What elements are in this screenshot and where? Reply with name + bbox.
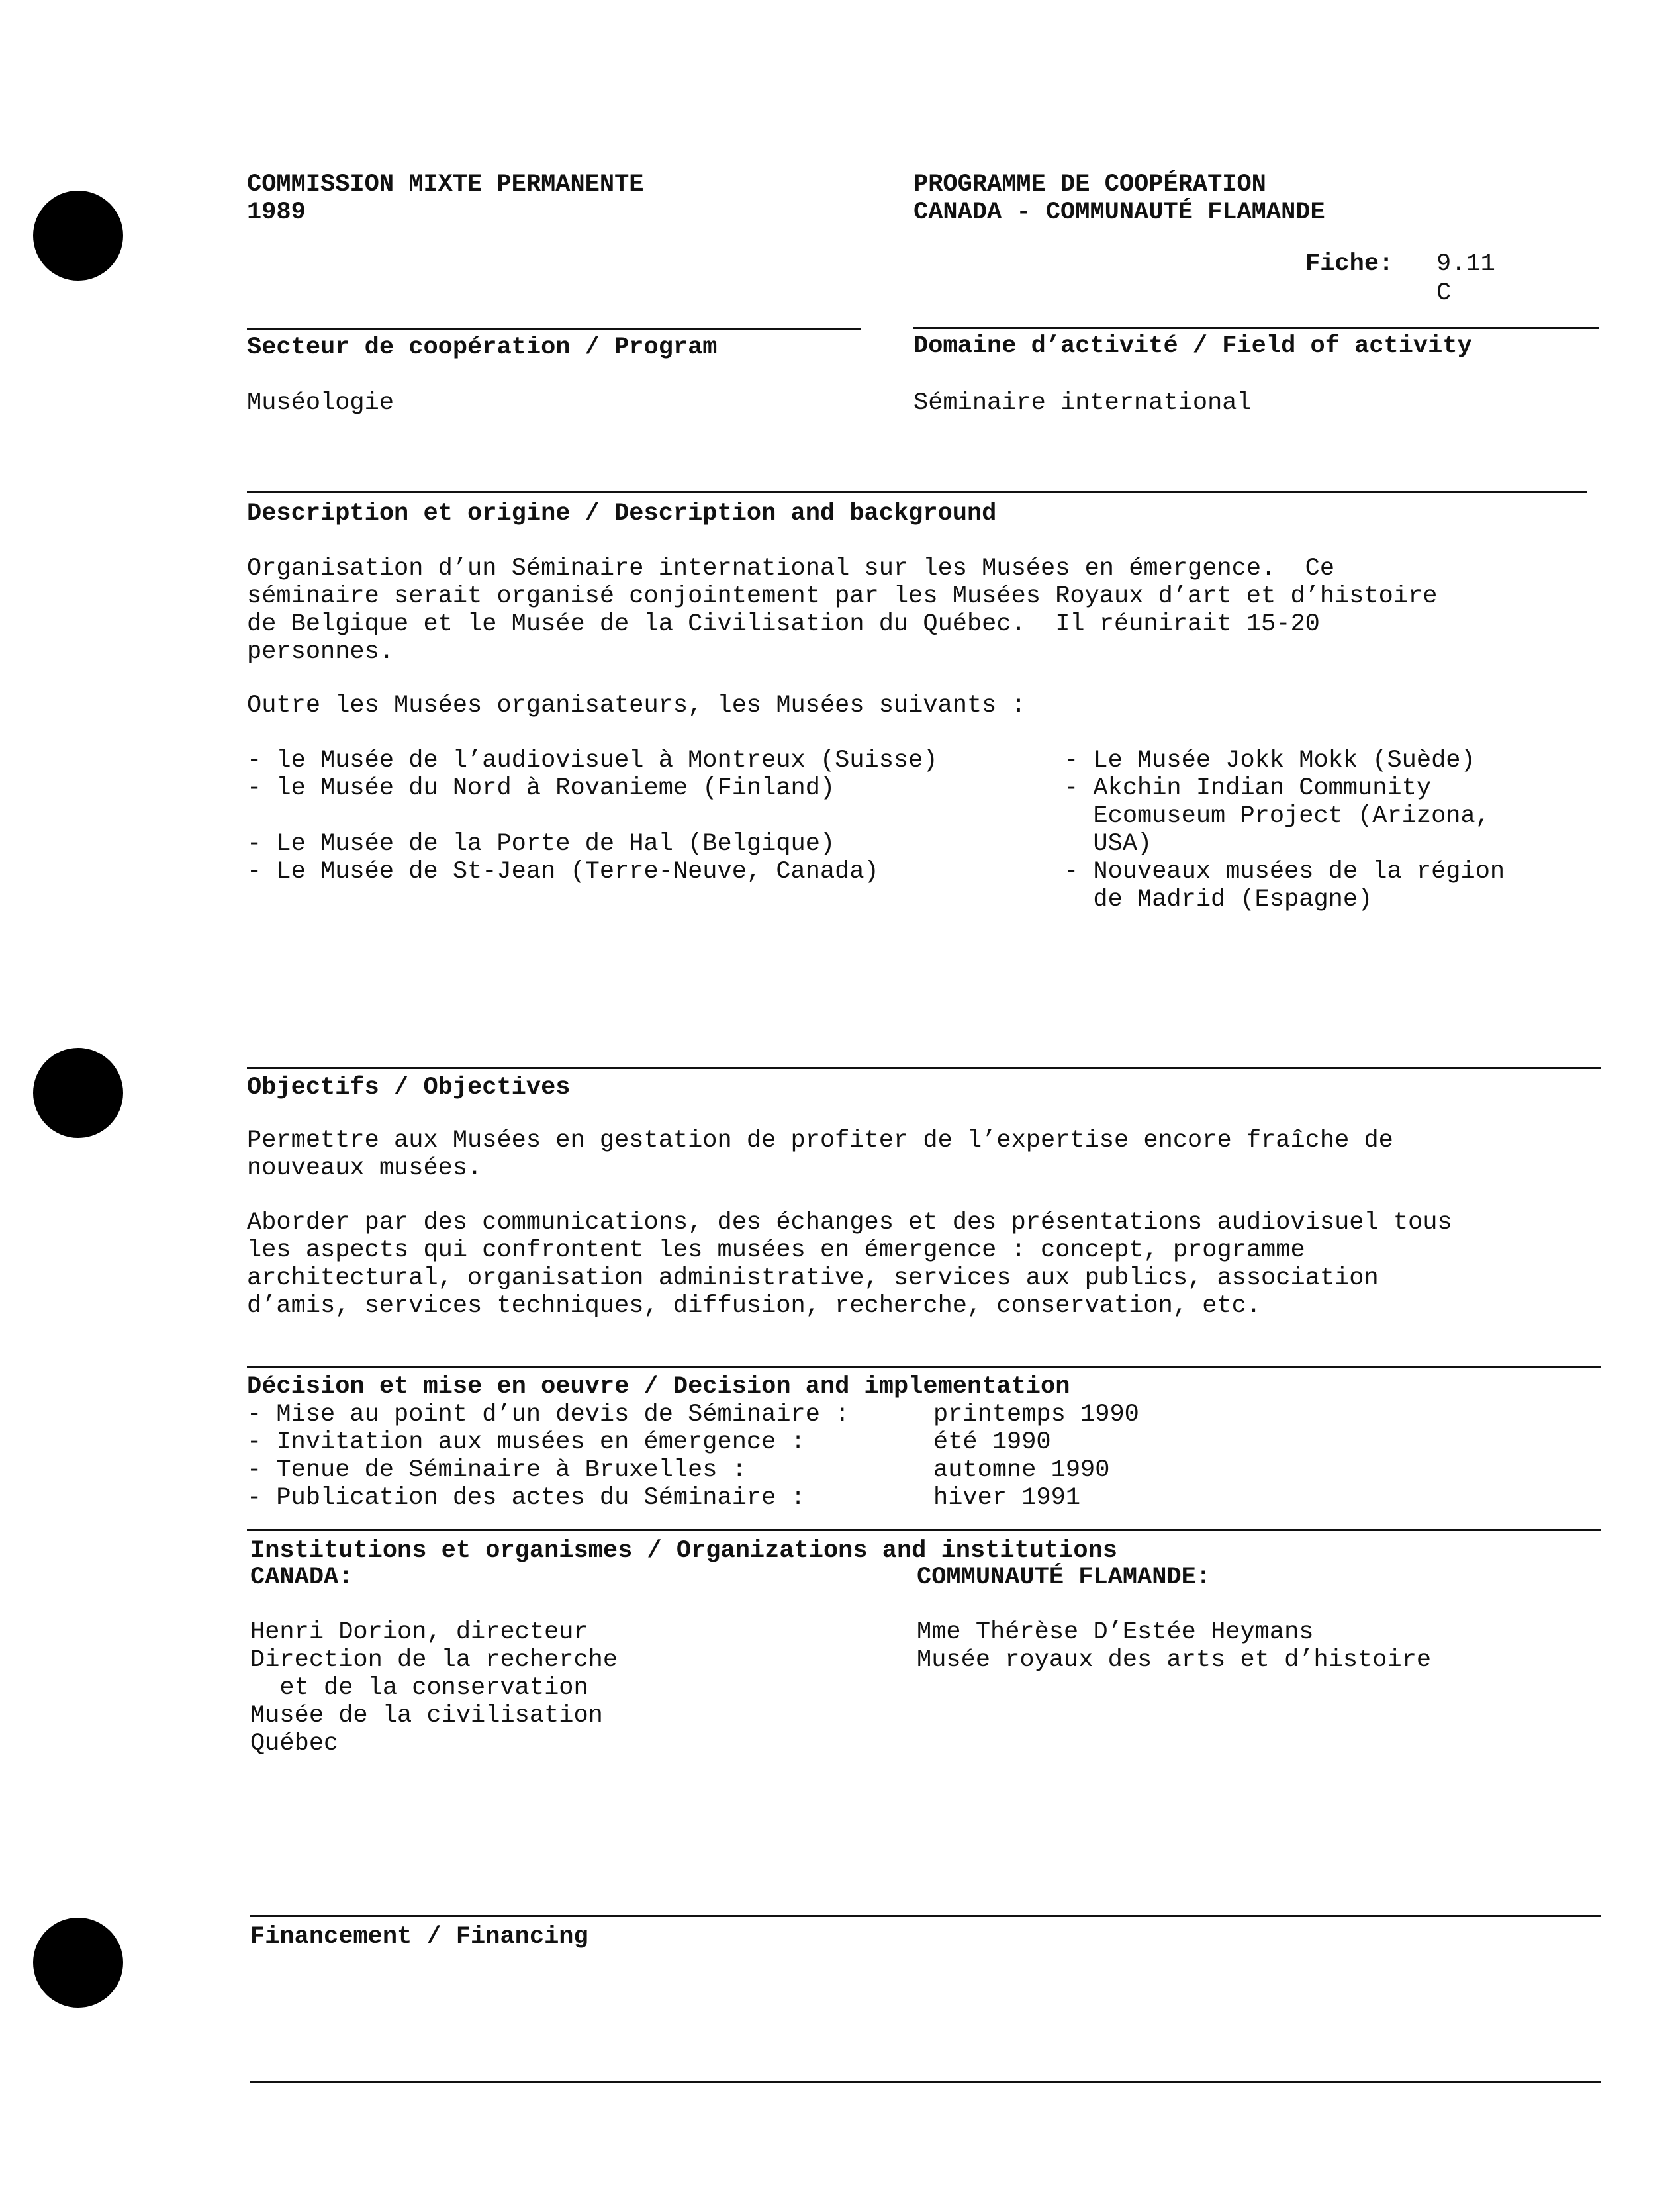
- decision-date: hiver 1991: [933, 1484, 1081, 1512]
- decision-task: - Invitation aux musées en émergence :: [247, 1428, 806, 1456]
- decision-task: - Mise au point d’un devis de Séminaire :: [247, 1401, 850, 1428]
- financing-rule: [250, 1915, 1601, 1917]
- punch-hole-middle: [33, 1048, 123, 1138]
- contact-line: Musée royaux des arts et d’histoire: [917, 1646, 1432, 1674]
- text-line: d’amis, services techniques, diffusion, recherche, conservation, etc.: [247, 1292, 1262, 1320]
- domain-heading: Domaine d’activité / Field of activity: [913, 332, 1472, 360]
- domain-value: Séminaire international: [913, 389, 1252, 417]
- domain-rule: [913, 327, 1599, 329]
- list-item: USA): [1064, 830, 1152, 858]
- institutions-rule: [247, 1529, 1601, 1531]
- fiche-number: 9.11: [1436, 250, 1495, 278]
- contact-line: Henri Dorion, directeur: [250, 1618, 588, 1646]
- list-item: Ecomuseum Project (Arizona,: [1064, 802, 1490, 830]
- text-line: Permettre aux Musées en gestation de profiter de l’expertise encore fraîche de: [247, 1127, 1393, 1154]
- header-year: 1989: [247, 199, 306, 226]
- text-line: séminaire serait organisé conjointement par les Musées Royaux d’art et d’histoire: [247, 583, 1438, 610]
- objectives-rule: [247, 1067, 1601, 1069]
- objectives-heading: Objectifs / Objectives: [247, 1074, 571, 1101]
- list-item: - Nouveaux musées de la région: [1064, 858, 1505, 886]
- text-line: nouveaux musées.: [247, 1154, 483, 1182]
- canada-label: CANADA:: [250, 1564, 353, 1591]
- description-rule: [247, 491, 1587, 493]
- fiche-label: Fiche:: [1305, 250, 1394, 278]
- text-line: les aspects qui confrontent les musées en émergence : concept, programme: [247, 1237, 1305, 1264]
- list-item: - le Musée de l’audiovisuel à Montreux (Suisse): [247, 747, 938, 774]
- flemish-contact: [917, 1618, 1431, 1674]
- decision-date: automne 1990: [933, 1456, 1110, 1484]
- financing-heading: Financement / Financing: [250, 1923, 588, 1951]
- decision-task: - Publication des actes du Séminaire :: [247, 1484, 806, 1512]
- list-item: - Le Musée de la Porte de Hal (Belgique): [247, 830, 835, 858]
- header-commission: COMMISSION MIXTE PERMANENTE: [247, 171, 644, 199]
- contact-line: Mme Thérèse D’Estée Heymans: [917, 1618, 1314, 1646]
- list-item: - Le Musée de St-Jean (Terre-Neuve, Canada): [247, 858, 879, 886]
- bottom-rule: [250, 2081, 1601, 2083]
- sector-heading: Secteur de coopération / Program: [247, 334, 718, 361]
- description-heading: Description et origine / Description and background: [247, 500, 997, 528]
- museums-intro: Outre les Musées organisateurs, les Musées suivants :: [247, 692, 1026, 720]
- text-line: de Belgique et le Musée de la Civilisation du Québec. Il réunirait 15-20: [247, 610, 1320, 638]
- list-item: [247, 802, 938, 830]
- museums-right-list: [1064, 747, 1505, 913]
- list-item: - Le Musée Jokk Mokk (Suède): [1064, 747, 1475, 774]
- list-item: - le Musée du Nord à Rovanieme (Finland): [247, 774, 835, 802]
- decision-date: printemps 1990: [933, 1401, 1139, 1428]
- objectives-paragraph-1: [247, 1127, 1393, 1182]
- contact-line: Direction de la recherche: [250, 1646, 618, 1674]
- objectives-paragraph-2: [247, 1209, 1452, 1320]
- description-paragraph: [247, 555, 1438, 666]
- canada-contact: [250, 1618, 618, 1757]
- punch-hole-bottom: [33, 1918, 123, 2008]
- contact-line: Québec: [250, 1730, 339, 1757]
- decision-heading: Décision et mise en oeuvre / Decision and implementation: [247, 1373, 1070, 1401]
- decision-date: été 1990: [933, 1428, 1051, 1456]
- text-line: personnes.: [247, 638, 395, 666]
- list-item: de Madrid (Espagne): [1064, 886, 1373, 913]
- text-line: Aborder par des communications, des échanges et des présentations audiovisuel tous: [247, 1209, 1452, 1237]
- sector-value: Muséologie: [247, 389, 395, 417]
- header-programme: PROGRAMME DE COOPÉRATION: [913, 171, 1266, 199]
- museums-left-list: [247, 747, 938, 886]
- contact-line: et de la conservation: [250, 1674, 588, 1702]
- decision-task: - Tenue de Séminaire à Bruxelles :: [247, 1456, 747, 1484]
- text-line: architectural, organisation administrative, services aux publics, association: [247, 1264, 1379, 1292]
- decision-rule: [247, 1366, 1601, 1368]
- text-line: Organisation d’un Séminaire international sur les Musées en émergence. Ce: [247, 555, 1335, 583]
- contact-line: Musée de la civilisation: [250, 1702, 603, 1730]
- punch-hole-top: [33, 191, 123, 281]
- fiche-letter: C: [1436, 279, 1452, 307]
- institutions-heading: Institutions et organismes / Organizations and institutions: [250, 1537, 1118, 1565]
- list-item: - Akchin Indian Community: [1064, 774, 1432, 802]
- sector-rule: [247, 328, 861, 330]
- header-partners: CANADA - COMMUNAUTÉ FLAMANDE: [913, 199, 1325, 226]
- flemish-label: COMMUNAUTÉ FLAMANDE:: [917, 1564, 1211, 1591]
